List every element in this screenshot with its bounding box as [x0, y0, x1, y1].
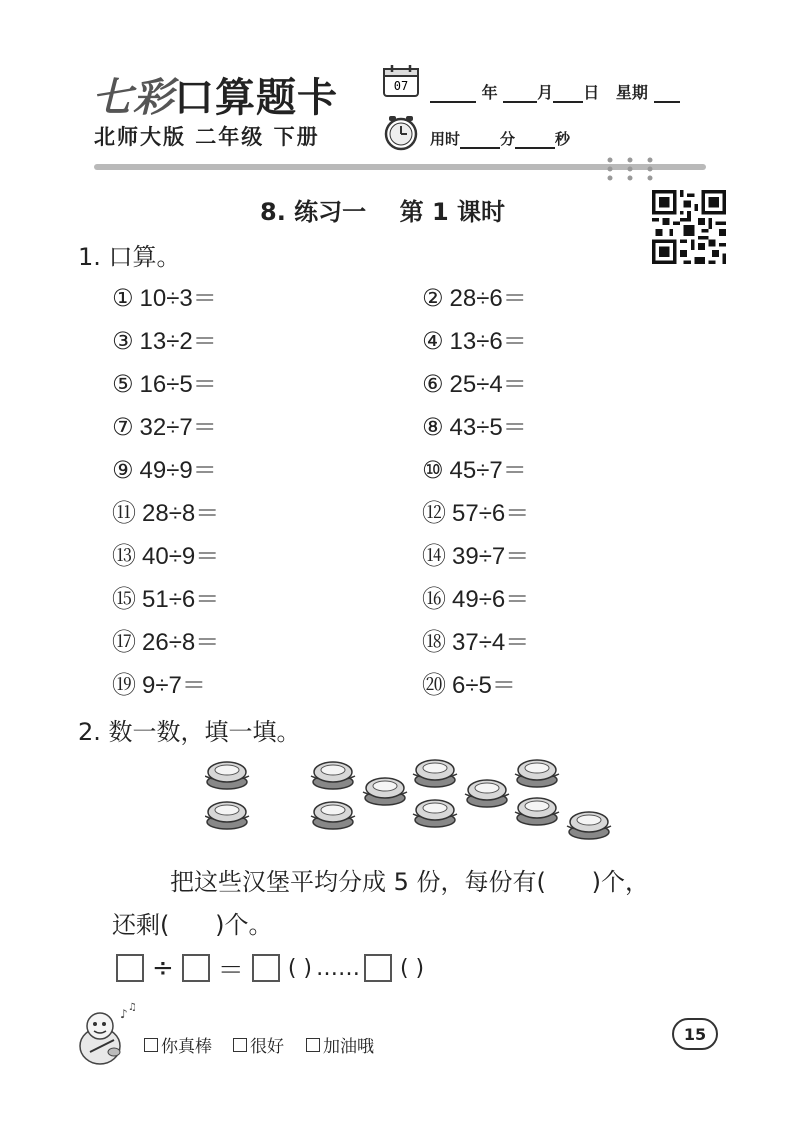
- problem-number: ⑥: [422, 370, 444, 398]
- book-brand-title: [92, 66, 338, 123]
- calendar-icon: [382, 64, 420, 98]
- problem-number: ⑯: [422, 585, 446, 613]
- problem-expression: 25÷4＝: [449, 371, 527, 398]
- problem-expression: 28÷6＝: [449, 285, 527, 312]
- rating-label: 很好: [250, 1037, 284, 1057]
- mascot-illustration: [70, 1000, 142, 1072]
- burger-icon: [515, 798, 559, 825]
- rating-checkbox[interactable]: [306, 1038, 320, 1052]
- arithmetic-problem: [112, 364, 217, 399]
- problem-expression: 39÷7＝: [452, 543, 530, 570]
- problem-number: ⑱: [422, 628, 446, 656]
- burger-icon: [311, 802, 355, 829]
- arithmetic-problem: [422, 665, 516, 700]
- arithmetic-problem: [422, 622, 529, 657]
- arithmetic-problem: [422, 450, 527, 485]
- question-2-heading: 2. 数一数，填一填。: [78, 718, 301, 746]
- arithmetic-problem: [112, 665, 206, 700]
- rating-checkbox[interactable]: [144, 1038, 158, 1052]
- question-2-text-line-1: 把这些汉堡平均分成 5 份，每份有( )个，: [170, 868, 650, 896]
- problem-expression: 13÷6＝: [449, 328, 527, 355]
- rating-option-good[interactable]: [233, 1032, 284, 1057]
- problem-number: ⑰: [112, 628, 136, 656]
- problem-expression: 43÷5＝: [449, 414, 527, 441]
- seconds-blank[interactable]: [515, 131, 555, 149]
- day-blank[interactable]: [553, 85, 583, 103]
- problem-expression: 45÷7＝: [449, 457, 527, 484]
- divider-dots-decoration: [600, 156, 660, 182]
- page-number: 15: [672, 1018, 718, 1050]
- question-2-text-line-2: 还剩( )个。: [112, 911, 273, 939]
- dividend-box[interactable]: [116, 954, 144, 982]
- problem-number: ⑲: [112, 671, 136, 699]
- problem-expression: 6÷5＝: [452, 672, 516, 699]
- problem-number: ⑫: [422, 499, 446, 527]
- arithmetic-problem: [112, 450, 217, 485]
- remainder-box[interactable]: [364, 954, 392, 982]
- arithmetic-problem: [422, 321, 527, 356]
- question-1-heading: 1. 口算。: [78, 243, 181, 271]
- rating-option-keep-going[interactable]: [306, 1032, 374, 1057]
- problem-number: ⑮: [112, 585, 136, 613]
- arithmetic-problem: [422, 493, 529, 528]
- problem-number: ⑬: [112, 542, 136, 570]
- problem-number: ②: [422, 284, 444, 312]
- arithmetic-problem: [112, 321, 217, 356]
- date-line: [430, 80, 680, 103]
- divisor-box[interactable]: [182, 954, 210, 982]
- qr-code-icon[interactable]: [652, 190, 726, 264]
- burger-icon: [567, 812, 611, 839]
- quotient-unit-blank[interactable]: ( ): [287, 955, 312, 981]
- date-year-label: 年: [481, 83, 498, 102]
- problem-number: ⑦: [112, 413, 134, 441]
- date-month-label: 月: [537, 83, 554, 102]
- problem-expression: 26÷8＝: [142, 629, 220, 656]
- brand-first: 七彩: [92, 74, 174, 121]
- rating-option-great[interactable]: [144, 1032, 212, 1057]
- problem-number: ①: [112, 284, 134, 312]
- svg-text:♪: ♪: [120, 1007, 128, 1021]
- problem-expression: 40÷9＝: [142, 543, 220, 570]
- problem-number: ⑪: [112, 499, 136, 527]
- lesson-title: 8. 练习一 第 1 课时: [260, 198, 506, 226]
- burger-icon: [363, 778, 407, 805]
- clock-icon: [382, 113, 420, 151]
- problem-number: ⑳: [422, 671, 446, 699]
- burger-illustration-group: [205, 752, 625, 842]
- problem-expression: 37÷4＝: [452, 629, 530, 656]
- problem-expression: 49÷6＝: [452, 586, 530, 613]
- problem-expression: 28÷8＝: [142, 500, 220, 527]
- burger-icon: [413, 800, 457, 827]
- brand-rest: 口算题卡: [174, 74, 338, 121]
- problem-number: ⑤: [112, 370, 134, 398]
- burger-icon: [205, 762, 249, 789]
- year-blank[interactable]: [430, 85, 476, 103]
- weekday-blank[interactable]: [654, 85, 680, 103]
- problem-number: ⑩: [422, 456, 444, 484]
- remainder-unit-blank[interactable]: ( ): [399, 955, 425, 981]
- burger-icon: [413, 760, 457, 787]
- arithmetic-problem: [112, 536, 219, 571]
- time-min-label: 分: [500, 130, 516, 148]
- arithmetic-problem: [112, 579, 219, 614]
- burger-icon: [465, 780, 509, 807]
- problem-number: ③: [112, 327, 134, 355]
- equals-sign: ＝: [217, 955, 244, 986]
- calendar-number: 07: [393, 79, 409, 93]
- arithmetic-problem: [112, 622, 219, 657]
- rating-label: 加油哦: [323, 1037, 374, 1057]
- problem-expression: 51÷6＝: [142, 586, 220, 613]
- problem-number: ⑧: [422, 413, 444, 441]
- time-line: [430, 128, 570, 149]
- problem-number: ⑭: [422, 542, 446, 570]
- arithmetic-problem: [422, 364, 527, 399]
- time-sec-label: 秒: [555, 130, 571, 148]
- arithmetic-problem: [422, 407, 527, 442]
- problem-expression: 13÷2＝: [139, 328, 217, 355]
- arithmetic-problem: [112, 278, 217, 313]
- book-edition-subtitle: 北师大版 二年级 下册: [94, 125, 320, 149]
- problem-expression: 16÷5＝: [139, 371, 217, 398]
- problem-number: ④: [422, 327, 444, 355]
- svg-text:♫: ♫: [128, 1002, 137, 1013]
- rating-label: 你真棒: [161, 1037, 212, 1057]
- arithmetic-problem: [112, 493, 219, 528]
- divide-sign: ÷: [152, 953, 174, 983]
- problem-number: ⑨: [112, 456, 134, 484]
- arithmetic-problem: [112, 407, 217, 442]
- quotient-box[interactable]: [252, 954, 280, 982]
- problem-expression: 9÷7＝: [142, 672, 206, 699]
- date-weekday-label: 星期: [615, 83, 648, 102]
- division-equation-row: [112, 950, 424, 986]
- remainder-dots: ……: [315, 955, 360, 981]
- burger-icon: [515, 760, 559, 787]
- problem-expression: 10÷3＝: [139, 285, 217, 312]
- rating-checkbox[interactable]: [233, 1038, 247, 1052]
- problem-expression: 57÷6＝: [452, 500, 530, 527]
- burger-icon: [205, 802, 249, 829]
- arithmetic-problem: [422, 579, 529, 614]
- burger-icon: [311, 762, 355, 789]
- time-used-label: 用时: [430, 130, 461, 148]
- arithmetic-problem: [422, 278, 527, 313]
- month-blank[interactable]: [503, 85, 537, 103]
- minutes-blank[interactable]: [460, 131, 500, 149]
- problem-expression: 49÷9＝: [139, 457, 217, 484]
- date-day-label: 日: [583, 83, 600, 102]
- problem-expression: 32÷7＝: [139, 414, 217, 441]
- arithmetic-problem: [422, 536, 529, 571]
